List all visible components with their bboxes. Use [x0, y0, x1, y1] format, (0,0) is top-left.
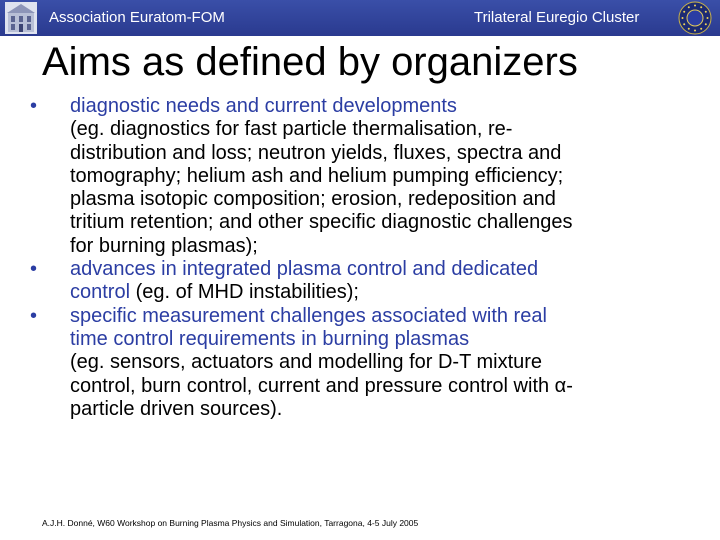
bullet-line: (eg. diagnostics for fast particle thermalisation, re- [70, 118, 513, 141]
bullet-line: tomography; helium ash and helium pumping efficiency; [70, 164, 564, 187]
bullet-line: (eg. of MHD instabilities); [130, 281, 359, 304]
organization-right: Trilateral Euregio Cluster [474, 9, 640, 26]
bullet-line: (eg. sensors, actuators and modelling for D-T mixture [70, 351, 543, 374]
bullet-dot: • [30, 258, 38, 281]
bullet-line: time control requirements in burning plasmas [70, 327, 470, 350]
tec-emblem-logo [678, 1, 712, 35]
bullet-dot: • [30, 95, 38, 117]
header-bar [0, 0, 720, 36]
bullet-dot: • [30, 304, 38, 327]
bullet-line: distribution and loss; neutron yields, fluxes, spectra and [70, 141, 562, 164]
bullet-line: particle driven sources). [70, 397, 283, 420]
slide-title: Aims as defined by organizers [42, 40, 578, 84]
bullet-line: plasma isotopic composition; erosion, redeposition and [70, 188, 556, 211]
bullet-line: advances in integrated plasma control and dedicated [70, 258, 539, 281]
bullet-line-highlight: control [70, 281, 131, 304]
euratom-fom-building-logo [5, 2, 37, 34]
organization-left: Association Euratom-FOM [49, 9, 225, 26]
bullet-line: specific measurement challenges associated with real [70, 304, 547, 327]
bullet-line: tritium retention; and other specific diagnostic challenges [70, 211, 573, 234]
bullet-line: for burning plasmas); [70, 234, 258, 257]
bullet-item-diagnostic-needs [26, 95, 706, 258]
bullet-item-measurement-challenges [26, 305, 706, 421]
bullet-list [26, 95, 706, 421]
bullet-line: control, burn control, current and pressure control with α- [70, 374, 573, 397]
footer-citation: A.J.H. Donné, W60 Workshop on Burning Plasma Physics and Simulation, Tarragona, 4-5 July 2005 [42, 518, 419, 528]
bullet-line: diagnostic needs and current developments [70, 95, 457, 117]
bullet-item-plasma-control [26, 258, 706, 305]
